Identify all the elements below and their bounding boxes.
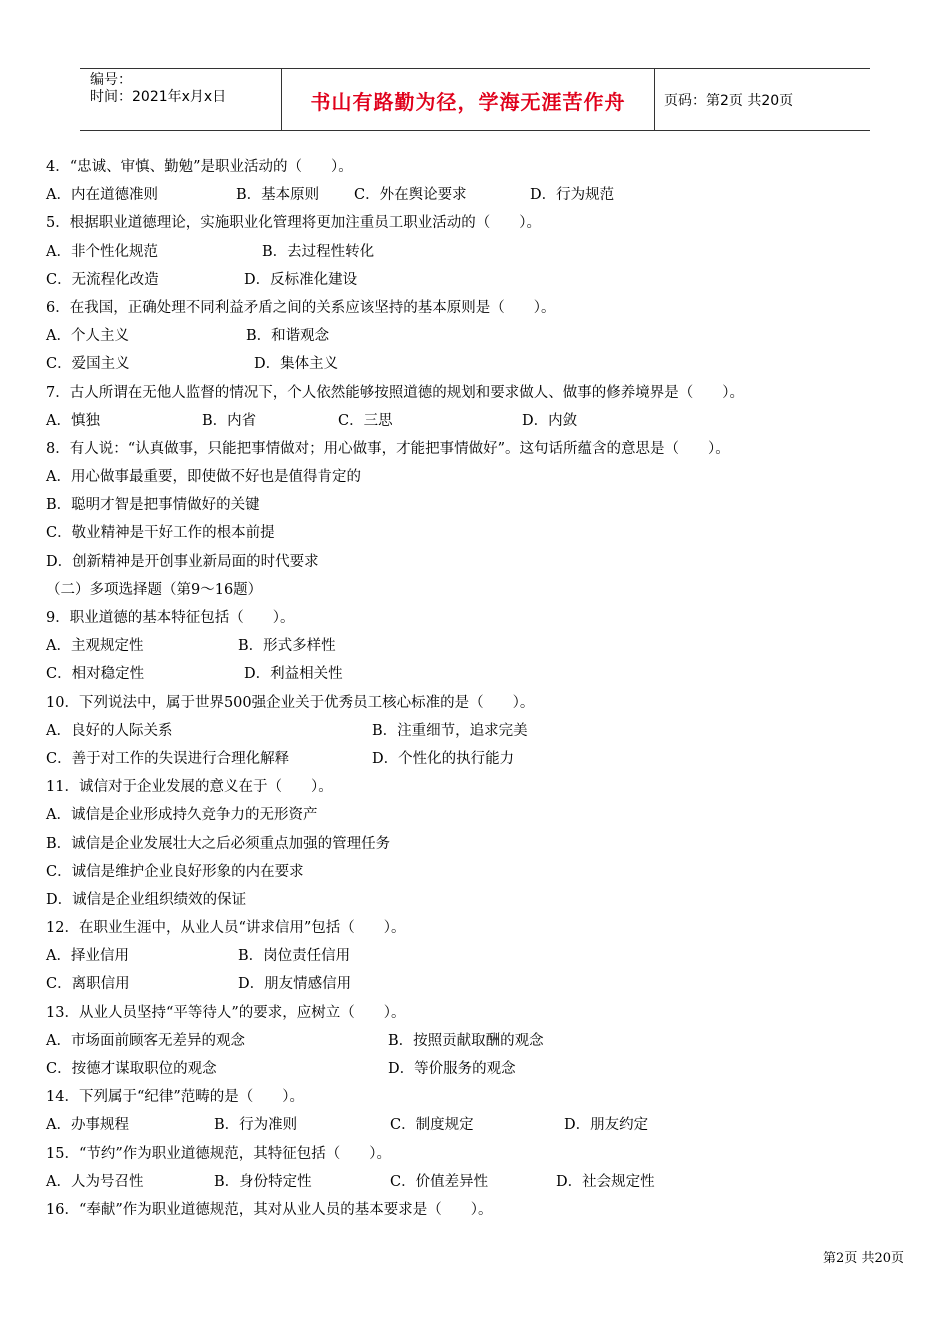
question-list [46,153,906,1224]
option-a: A．非个性化规范 [46,243,158,260]
option-a: A．择业信用 [46,948,129,965]
page-info: 页码：第2页 共20页 [664,93,794,109]
option-c: C．爱国主义 [46,356,130,373]
option-b: B．和谐观念 [246,328,330,345]
option-row [46,1111,906,1139]
question-stem: 8．有人说：“认真做事，只能把事情做对；用心做事，才能把事情做好”。这句话所蕴含的意思是（ ）。 [46,440,730,457]
option-a: A．慎独 [46,412,100,429]
option-d: D．集体主义 [254,356,339,373]
question-stem: 5．根据职业道德理论，实施职业化管理将更加注重员工职业活动的（ ）。 [46,215,541,232]
option-c: C．按德才谋取职位的观念 [46,1061,217,1077]
option-d: D．社会规定性 [556,1173,655,1190]
option-row [46,266,906,294]
option-d: D．行为规范 [530,187,615,204]
option-row [46,660,906,688]
option-d: D．利益相关性 [244,666,343,683]
option-d: D．朋友情感信用 [238,976,352,993]
option-d: D．创新精神是开创事业新局面的时代要求 [46,553,319,570]
option-a: A．用心做事最重要，即使做不好也是值得肯定的 [46,469,361,486]
option-c: C．相对稳定性 [46,666,145,683]
date-label: 时间：2021年x月x日 [90,89,227,105]
option-d: D．诚信是企业组织绩效的保证 [46,891,247,908]
option-b: B．去过程性转化 [262,243,375,260]
option-b: B．身份特定性 [214,1173,312,1190]
option-row [46,632,906,660]
option-row [46,942,906,970]
option-row [46,181,906,209]
question-stem: 4．“忠诚、审慎、勤勉”是职业活动的（ ）。 [46,159,353,175]
option-b: B．按照贡献取酬的观念 [388,1032,544,1049]
option-b: B．聪明才智是把事情做好的关键 [46,497,260,514]
option-d: D．反标准化建设 [244,271,358,288]
option-c: C．善于对工作的失误进行合理化解释 [46,750,290,767]
option-row [46,1027,906,1055]
option-row [46,1055,906,1083]
question-stem: 12．在职业生涯中，从业人员“讲求信用”包括（ ）。 [46,920,406,937]
option-d: D．等价服务的观念 [388,1061,516,1077]
option-row [46,407,906,435]
option-b: B．内省 [202,412,257,429]
option-a: A．市场面前顾客无差异的观念 [46,1032,245,1049]
option-row [46,238,906,266]
question-stem: 6．在我国，正确处理不同利益矛盾之间的关系应该坚持的基本原则是（ ）。 [46,299,556,316]
option-d: D．内敛 [522,412,578,429]
option-b: B．诚信是企业发展壮大之后必须重点加强的管理任务 [46,835,391,852]
option-c: C．三思 [338,412,393,429]
question-stem: 9．职业道德的基本特征包括（ ）。 [46,610,295,626]
section-heading: （二）多项选择题（第9～16题） [46,581,263,598]
option-b: B．基本原则 [236,187,320,204]
option-a: A．内在道德准则 [46,187,158,204]
option-c: C．诚信是维护企业良好形象的内在要求 [46,863,304,880]
question-stem: 7．古人所谓在无他人监督的情况下，个人依然能够按照道德的规划和要求做人、做事的修养境界是（ ）。 [46,384,744,401]
option-b: B．注重细节，追求完美 [372,722,528,739]
question-stem: 13．从业人员坚持“平等待人”的要求，应树立（ ）。 [46,1004,406,1021]
question-stem: 16．“奉献”作为职业道德规范，其对从业人员的基本要求是（ ）。 [46,1201,493,1218]
page-footer: 第2页 共20页 [823,1251,904,1266]
option-a: A．人为号召性 [46,1173,144,1190]
option-row [46,322,906,350]
option-d: D．个性化的执行能力 [372,750,515,767]
question-stem: 15．“节约”作为职业道德规范，其特征包括（ ）。 [46,1145,392,1162]
option-row [46,745,906,773]
option-c: C．价值差异性 [390,1173,489,1190]
document-header [80,68,870,131]
option-a: A．办事规程 [46,1117,129,1134]
motto: 书山有路勤为径，学海无涯苦作舟 [310,90,626,114]
option-d: D．朋友约定 [564,1117,649,1134]
option-c: C．外在舆论要求 [354,187,467,204]
question-stem: 14．下列属于“纪律”范畴的是（ ）。 [46,1089,305,1106]
option-a: A．诚信是企业形成持久竞争力的无形资产 [46,807,318,824]
option-row [46,1168,906,1196]
option-c: C．无流程化改造 [46,271,159,288]
header-left-cell [80,69,280,130]
question-stem: 10．下列说法中，属于世界500强企业关于优秀员工核心标准的是（ ）。 [46,694,535,711]
option-b: B．岗位责任信用 [238,948,351,965]
number-label: 编号： [90,72,132,88]
header-center-cell [281,69,655,130]
option-b: B．行为准则 [214,1117,298,1134]
option-c: C．制度规定 [390,1117,474,1134]
option-c: C．离职信用 [46,976,130,993]
option-row [46,717,906,745]
option-a: A．主观规定性 [46,638,144,655]
header-right-cell [654,69,870,130]
option-b: B．形式多样性 [238,638,336,655]
option-a: A．良好的人际关系 [46,722,173,739]
option-row [46,970,906,998]
option-row [46,350,906,378]
option-a: A．个人主义 [46,328,129,345]
option-c: C．敬业精神是干好工作的根本前提 [46,525,275,542]
question-stem: 11．诚信对于企业发展的意义在于（ ）。 [46,779,333,796]
